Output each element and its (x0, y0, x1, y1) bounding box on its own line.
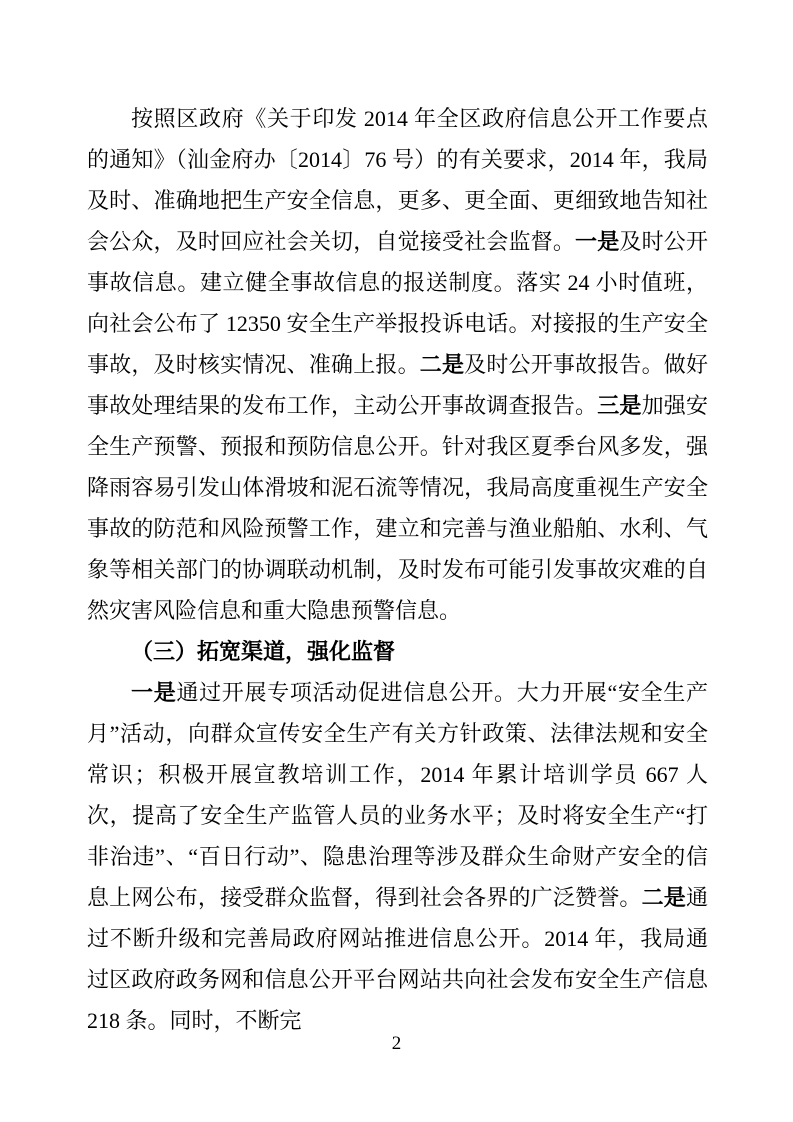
section-heading: （三）拓宽渠道，强化监督 (131, 639, 396, 664)
emphasis-lead-in-second: 二是 (641, 885, 686, 910)
paragraph-channel-expansion (87, 672, 708, 1041)
paragraph-text: 加强安全生产预警、预报和预防信息公开。针对我区夏季台风多发，强降雨容易引发山体滑坡和泥石流等情况，我局高度重视生产安全事故的防范和风险预警工作，建立和完善与渔业船舶、水利、气象等相关部门的协调联动机制，及时发布可能引发事故灾难的自然灾害风险信息和重大隐患预警信息。 (87, 393, 708, 623)
page-number: 2 (391, 1033, 402, 1054)
paragraph-accident-info-disclosure (87, 98, 708, 631)
paragraph-text: 通过开展专项活动促进信息公开。大力开展“安全生产月”活动，向群众宣传安全生产有关方针政策、法律法规和安全常识；积极开展宣教培训工作，2014 年累计培训学员 667 人次，提高了安全生产监管人员的业务水平；及时将安全生产“打非治违”、“百日行动”、隐患治理等涉及群众生命财产安全的信息上网公布，接受群众监督，得到社会各界的广泛赞誉。 (87, 680, 708, 910)
emphasis-lead-in-third: 三是 (597, 393, 642, 418)
paragraph-text: 按照区政府《关于印发 2014 年全区政府信息公开工作要点的通知》（汕金府办〔2014〕76 号）的有关要求，2014 年，我局及时、准确地把生产安全信息，更多、更全面、更细致地告知社会公众，及时回应社会关切，自觉接受社会监督。 (87, 106, 708, 254)
document-body (87, 98, 708, 1041)
emphasis-lead-in-first: 一是 (575, 229, 620, 254)
emphasis-lead-in-second: 二是 (419, 352, 465, 377)
paragraph-text: 通过不断升级和完善局政府网站推进信息公开。2014 年，我局通过区政府政务网和信息公开平台网站共向社会发布安全生产信息 218 条。同时，不断完 (87, 885, 708, 1033)
emphasis-lead-in-first: 一是 (131, 680, 177, 705)
paragraph-text: 及时公开事故信息。建立健全事故信息的报送制度。落实 24 小时值班，向社会公布了 12350 安全生产举报投诉电话。对接报的生产安全事故，及时核实情况、准确上报。 (87, 229, 708, 377)
paragraph-text: 及时公开事故报告。做好事故处理结果的发布工作，主动公开事故调查报告。 (87, 352, 708, 418)
